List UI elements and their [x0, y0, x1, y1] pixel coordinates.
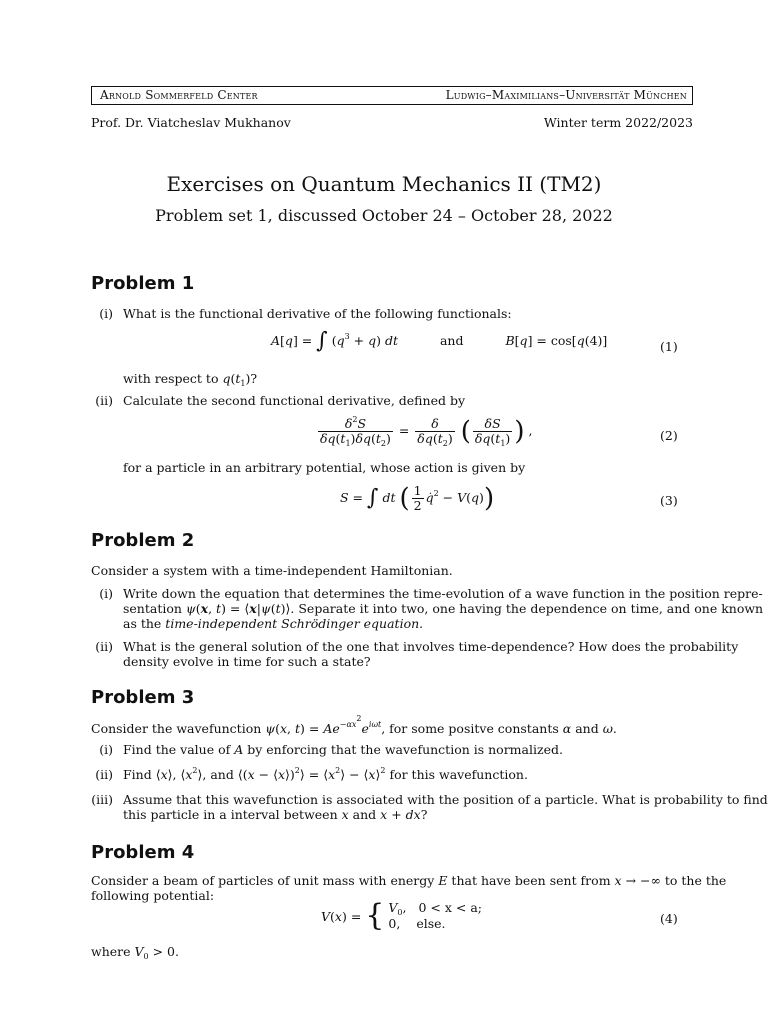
p3-intro: Consider the wavefunction ψ(x, $t) = Ae^{-\alpha x^2}e^{i\omega t}$, for some positve constants α and ω. — [91, 714, 617, 736]
equation-4: V(x) = { $V_0$, 0 < x < a; 0, else. — [321, 898, 482, 933]
p4-intro-line-1: Consider a beam of particles of unit mass with energy E that have been sent from x → −∞ to the the — [91, 873, 727, 888]
p1-item-i-text: What is the functional derivative of the following functionals: — [123, 306, 512, 321]
p2-item-i-line-2: sentation ψ(x, t) = ⟨x|ψ(t)⟩. Separate it into two, one having the dependence on time, and one known — [123, 601, 764, 616]
p3-item-ii-text: Find ⟨x⟩, $⟨x^2⟩$, and ⟨(x − ⟨x⟩)$^2$⟩ = $⟨x^2⟩$ − ⟨x⟩$^2$ for this wavefunction. — [123, 766, 528, 782]
problem-4-heading: Problem 4 — [91, 842, 195, 863]
p2-intro: Consider a system with a time-independent Hamiltonian. — [91, 563, 453, 578]
p3-item-iii-line-2: this particle in a interval between x and x + dx? — [123, 807, 428, 822]
professor-name: Prof. Dr. Viatcheslav Mukhanov — [91, 115, 291, 130]
page-subtitle: Problem set 1, discussed October 24 – October 28, 2022 — [155, 206, 613, 225]
institute-name: Arnold Sommerfeld Center — [100, 88, 258, 102]
university-name: Ludwig–Maximilians–Universität München — [445, 88, 687, 102]
equation-3-number: (3) — [660, 493, 678, 508]
p1-particle-text: for a particle in an arbitrary potential, whose action is given by — [123, 460, 526, 475]
p1-item-ii-text: Calculate the second functional derivative, defined by — [123, 393, 466, 408]
problem-2-heading: Problem 2 — [91, 530, 195, 551]
equation-4-case-2: else. — [416, 916, 446, 931]
p4-intro-line-2: following potential: — [91, 888, 215, 903]
equation-1-and: and — [439, 333, 464, 348]
p2-item-i-line-3: as the time-independent Schrödinger equation. — [123, 616, 424, 631]
page-title: Exercises on Quantum Mechanics II (TM2) — [166, 172, 602, 196]
p1-item-i-number: (i) — [99, 306, 113, 321]
equation-4-case-2-value: 0, — [388, 916, 401, 931]
p3-item-ii-number: (ii) — [95, 767, 113, 782]
equation-2: $\frac{\delta^2S}{\delta q(t_1)\delta q(t_2)}$ = $\frac{\delta}{\delta q(t_2)}$ ( $\frac{\delta S}{\delta q(t_1)}$ ) , — [320, 415, 533, 448]
equation-4-case-1: 0 < x < a; — [418, 900, 482, 915]
equation-1-number: (1) — [660, 339, 678, 354]
p4-where: where $V_0 > 0$. — [91, 944, 179, 961]
p3-item-iii-number: (iii) — [91, 792, 113, 807]
header-box — [91, 86, 693, 105]
equation-1: A[q] = ∫ $(q^3 + q)$ dt and B[q] = cos[q(4)] — [271, 328, 608, 354]
problem-1-heading: Problem 1 — [91, 273, 195, 294]
equation-2-number: (2) — [660, 428, 678, 443]
p1-with-respect: with respect to $q(t_1)$? — [123, 371, 258, 388]
p1-item-ii-number: (ii) — [95, 393, 113, 408]
p2-item-ii-line-2: density evolve in time for such a state? — [123, 654, 371, 669]
equation-3: S = ∫ dt ( $\frac{1}{2}$ q̇$^2$ − V(q)) — [340, 483, 495, 514]
p3-item-iii-line-1: Assume that this wavefunction is associated with the position of a particle. What is probability to find — [123, 792, 768, 807]
p2-item-i-number: (i) — [99, 586, 113, 601]
p2-item-ii-number: (ii) — [95, 639, 113, 654]
term: Winter term 2022/2023 — [543, 115, 693, 130]
p3-item-i-text: Find the value of A by enforcing that the wavefunction is normalized. — [123, 742, 563, 757]
problem-3-heading: Problem 3 — [91, 687, 195, 708]
p2-item-i-line-1: Write down the equation that determines the time-evolution of a wave function in the position repre- — [123, 586, 763, 601]
equation-4-number: (4) — [660, 911, 678, 926]
p2-item-ii-line-1: What is the general solution of the one that involves time-dependence? How does the probability — [123, 639, 739, 654]
p3-item-i-number: (i) — [99, 742, 113, 757]
